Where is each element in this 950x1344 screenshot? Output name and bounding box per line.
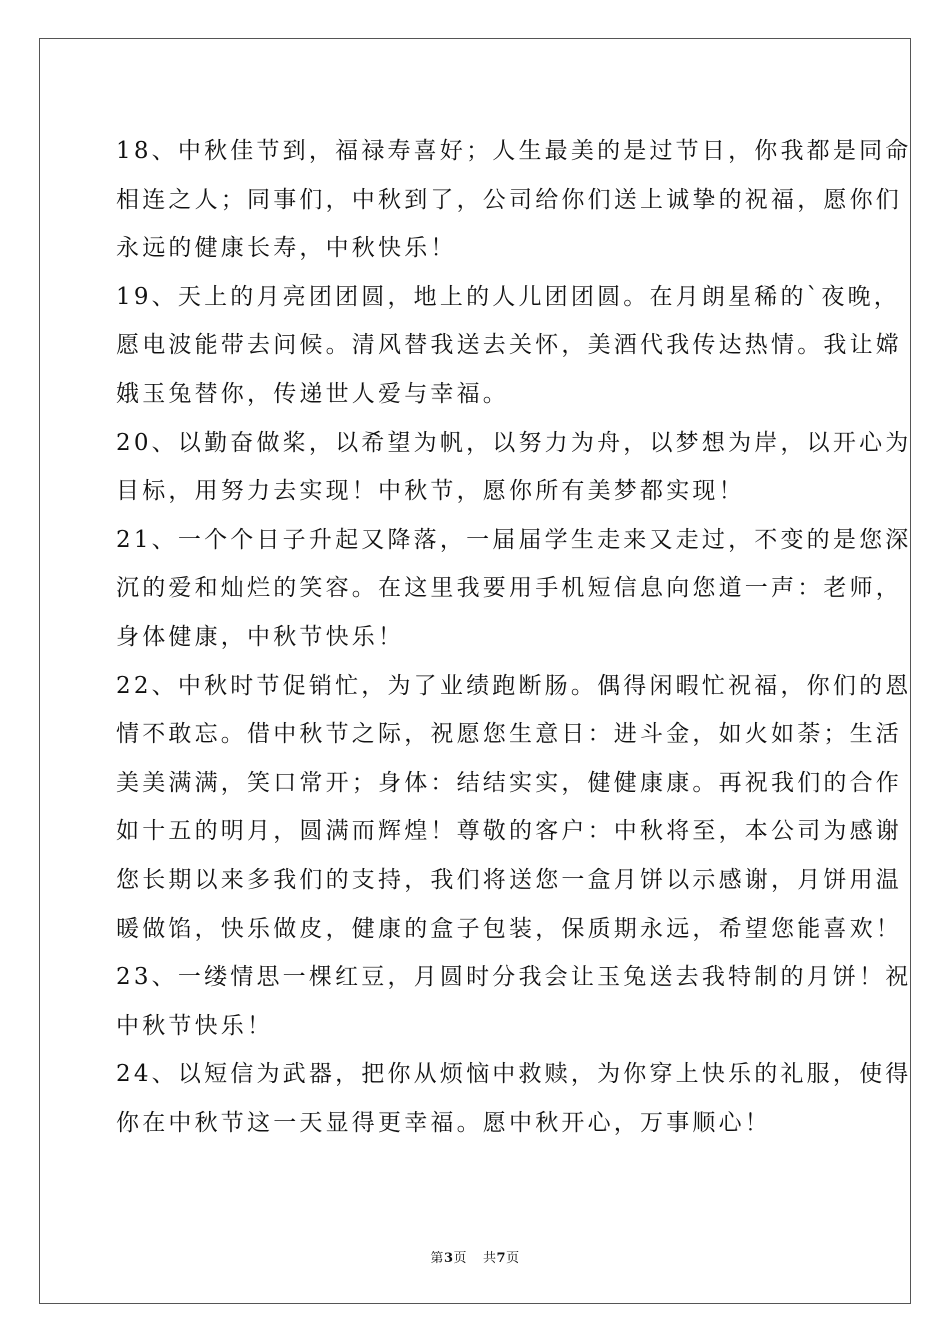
text-line: 23、一缕情思一棵红豆，月圆时分我会让玉兔送去我特制的月饼！祝 bbox=[116, 964, 912, 991]
total-unit: 页 bbox=[506, 1251, 520, 1266]
text-line: 中秋节快乐！ bbox=[116, 1012, 274, 1039]
paragraph-18 bbox=[116, 127, 912, 273]
paragraph-22 bbox=[116, 662, 912, 954]
page-unit: 页 bbox=[453, 1251, 467, 1266]
text-line: 18、中秋佳节到，福禄寿喜好；人生最美的是过节日，你我都是同命 bbox=[116, 138, 912, 164]
total-pages: 7 bbox=[496, 1251, 507, 1266]
paragraph-21 bbox=[116, 516, 912, 662]
text-line: 娥玉兔替你，传递世人爱与幸福。 bbox=[116, 380, 509, 407]
text-line: 您长期以来多我们的支持，我们将送您一盒月饼以示感谢，月饼用温 bbox=[116, 866, 902, 893]
paragraph-20 bbox=[116, 419, 912, 516]
paragraph-19 bbox=[116, 273, 902, 419]
text-line: 24、以短信为武器，把你从烦恼中救赎，为你穿上快乐的礼服，使得 bbox=[116, 1061, 912, 1088]
paragraph-23 bbox=[116, 953, 912, 1050]
text-line: 相连之人；同事们，中秋到了，公司给你们送上诚挚的祝福，愿你们 bbox=[116, 186, 902, 213]
page-footer bbox=[0, 1247, 950, 1266]
text-line: 愿电波能带去问候。清风替我送去关怀，美酒代我传达热情。我让嫦 bbox=[116, 332, 902, 359]
text-line: 如十五的明月，圆满而辉煌！尊敬的客户：中秋将至，本公司为感谢 bbox=[116, 818, 902, 845]
text-line: 身体健康，中秋节快乐！ bbox=[116, 623, 405, 650]
page-number: 3 bbox=[443, 1251, 454, 1266]
text-line: 美美满满，笑口常开；身体：结结实实，健健康康。再祝我们的合作 bbox=[116, 769, 902, 796]
text-line: 21、一个个日子升起又降落，一届届学生走来又走过，不变的是您深 bbox=[116, 526, 912, 553]
text-line: 20、以勤奋做桨，以希望为帆，以努力为舟，以梦想为岸，以开心为 bbox=[116, 429, 912, 456]
total-prefix: 共 bbox=[483, 1251, 497, 1266]
document-body bbox=[116, 127, 912, 1147]
text-line: 目标，用努力去实现！中秋节，愿你所有美梦都实现！ bbox=[116, 478, 745, 505]
text-line: 永远的健康长寿，中秋快乐！ bbox=[116, 235, 457, 262]
text-line: 暖做馅，快乐做皮，健康的盒子包装，保质期永远，希望您能喜欢！ bbox=[116, 915, 902, 942]
page-prefix: 第 bbox=[430, 1251, 444, 1266]
paragraph-24 bbox=[116, 1050, 912, 1147]
text-line: 19、天上的月亮团团圆，地上的人儿团团圆。在月朗星稀的`夜晚， bbox=[116, 283, 900, 310]
text-line: 沉的爱和灿烂的笑容。在这里我要用手机短信息向您道一声：老师， bbox=[116, 575, 902, 602]
text-line: 你在中秋节这一天显得更幸福。愿中秋开心，万事顺心！ bbox=[116, 1109, 771, 1136]
text-line: 22、中秋时节促销忙，为了业绩跑断肠。偶得闲暇忙祝福，你们的恩 bbox=[116, 672, 912, 699]
text-line: 情不敢忘。借中秋节之际，祝愿您生意日：进斗金，如火如荼；生活 bbox=[116, 721, 902, 748]
